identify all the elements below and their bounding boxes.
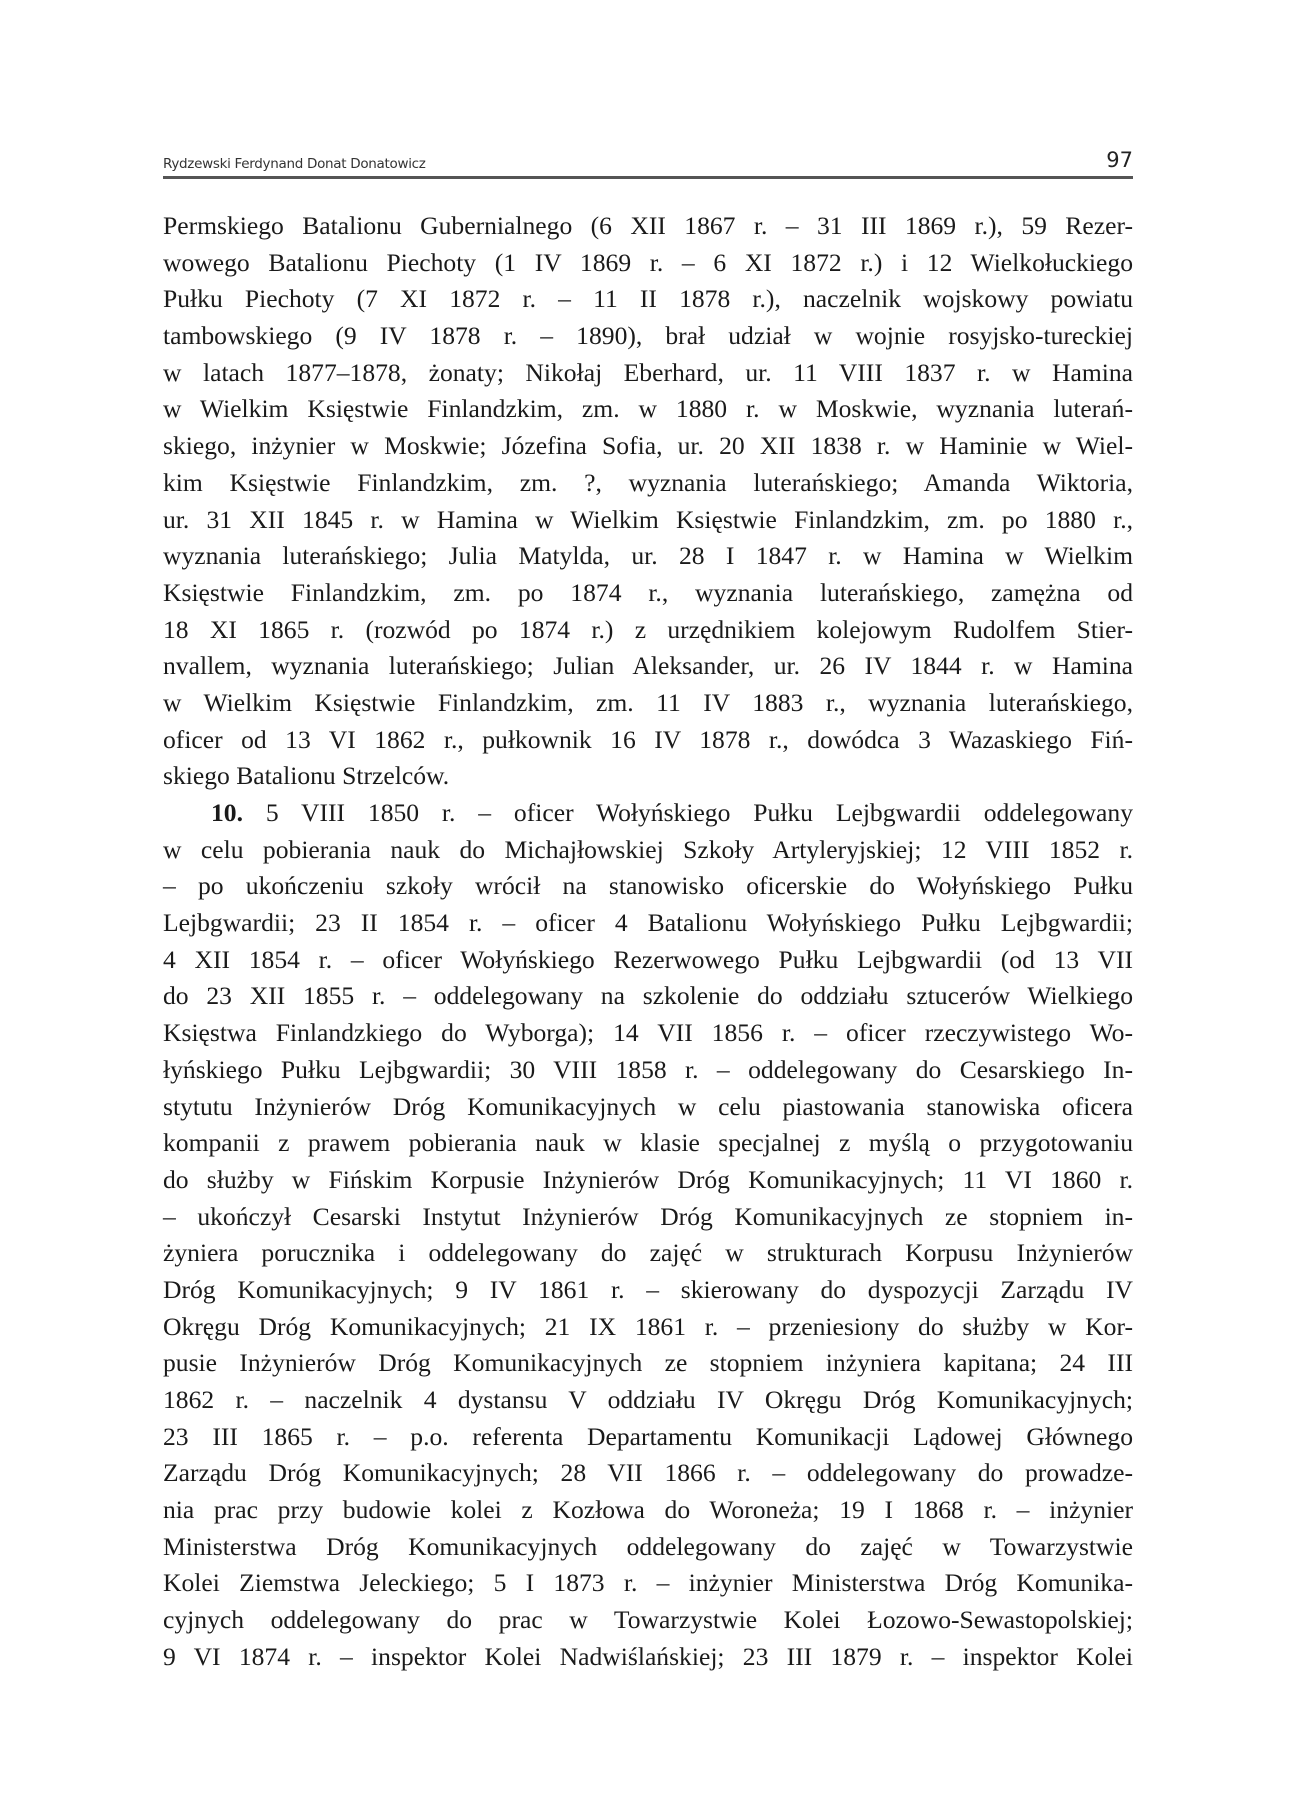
text-line: nvallem, wyznania luterańskiego; Julian Aleksander, ur. 26 IV 1844 r. w Hamina: [163, 651, 1133, 681]
page-number: 97: [1106, 148, 1133, 172]
text-line: skiego, inżynier w Moskwie; Józefina Sofia, ur. 20 XII 1838 r. w Haminie w Wiel-: [163, 431, 1133, 461]
paragraph-continuation: [163, 208, 1133, 795]
text-line: Dróg Komunikacyjnych; 9 IV 1861 r. – skierowany do dyspozycji Zarządu IV: [163, 1274, 1133, 1304]
text-line: Zarządu Dróg Komunikacyjnych; 28 VII 1866 r. – oddelegowany do prowadze-: [163, 1458, 1133, 1488]
text-line: w Wielkim Księstwie Finlandzkim, zm. w 1880 r. w Moskwie, wyznania luterań-: [163, 394, 1133, 424]
text-line: w latach 1877–1878, żonaty; Nikołaj Eberhard, ur. 11 VIII 1837 r. w Hamina: [163, 357, 1133, 387]
text-line: Okręgu Dróg Komunikacyjnych; 21 IX 1861 r. – przeniesiony do służby w Kor-: [163, 1311, 1133, 1341]
text-line: kompanii z prawem pobierania nauk w klasie specjalnej z myślą o przygotowaniu: [163, 1128, 1133, 1158]
text-line: Lejbgwardii; 23 II 1854 r. – oficer 4 Batalionu Wołyńskiego Pułku Lejbgwardii;: [163, 908, 1133, 938]
text-line: 23 III 1865 r. – p.o. referenta Departamentu Komunikacji Lądowej Głównego: [163, 1421, 1133, 1451]
text-line: 1862 r. – naczelnik 4 dystansu V oddziału IV Okręgu Dróg Komunikacyjnych;: [163, 1385, 1133, 1414]
text-line: Permskiego Batalionu Gubernialnego (6 XII 1867 r. – 31 III 1869 r.), 59 Rezer-: [163, 211, 1133, 240]
text-line: ur. 31 XII 1845 r. w Hamina w Wielkim Księstwie Finlandzkim, zm. po 1880 r.,: [163, 504, 1133, 534]
text-line: kim Księstwie Finlandzkim, zm. ?, wyznania luterańskiego; Amanda Wiktoria,: [163, 467, 1133, 497]
text-line: cyjnych oddelegowany do prac w Towarzystwie Kolei Łozowo-Sewastopolskiej;: [163, 1605, 1133, 1635]
text-line: – ukończył Cesarski Instytut Inżynierów Dróg Komunikacyjnych ze stopniem in-: [163, 1201, 1133, 1231]
text-line: – po ukończeniu szkoły wrócił na stanowisko oficerskie do Wołyńskiego Pułku: [163, 871, 1133, 901]
text-line: 18 XI 1865 r. (rozwód po 1874 r.) z urzędnikiem kolejowym Rudolfem Stier-: [163, 614, 1133, 644]
text-line: skiego Batalionu Strzelców.: [163, 761, 450, 791]
text-line: 9 VI 1874 r. – inspektor Kolei Nadwiślańskiej; 23 III 1879 r. – inspektor Kolei: [163, 1641, 1133, 1671]
text-line: Pułku Piechoty (7 XI 1872 r. – 11 II 1878 r.), naczelnik wojskowy powiatu: [163, 284, 1133, 314]
text-line: stytutu Inżynierów Dróg Komunikacyjnych w celu piastowania stanowiska oficera: [163, 1091, 1133, 1121]
text-line: wowego Batalionu Piechoty (1 IV 1869 r. – 6 XI 1872 r.) i 12 Wielkołuckiego: [163, 247, 1133, 277]
text-line: 4 XII 1854 r. – oficer Wołyńskiego Rezerwowego Pułku Lejbgwardii (od 13 VII: [163, 944, 1133, 974]
text-line: pusie Inżynierów Dróg Komunikacyjnych ze stopniem inżyniera kapitana; 24 III: [163, 1348, 1133, 1378]
entry-first-line: 5 VIII 1850 r. – oficer Wołyńskiego Pułku Lejbgwardii oddelegowany: [243, 798, 1133, 827]
paragraph-entry-10: [163, 795, 1133, 1676]
text-line: łyńskiego Pułku Lejbgwardii; 30 VIII 1858 r. – oddelegowany do Cesarskiego In-: [163, 1054, 1133, 1084]
text-line: Ministerstwa Dróg Komunikacyjnych oddelegowany do zajęć w Towarzystwie: [163, 1531, 1133, 1561]
text-line: Księstwa Finlandzkiego do Wyborga); 14 VII 1856 r. – oficer rzeczywistego Wo-: [163, 1018, 1133, 1048]
text-line: tambowskiego (9 IV 1878 r. – 1890), brał udział w wojnie rosyjsko-tureckiej: [163, 321, 1133, 351]
text-line: [163, 795, 1133, 832]
text-line: do służby w Fińskim Korpusie Inżynierów Dróg Komunikacyjnych; 11 VI 1860 r.: [163, 1164, 1133, 1194]
text-line: wyznania luterańskiego; Julia Matylda, ur. 28 I 1847 r. w Hamina w Wielkim: [163, 541, 1133, 571]
text-line: nia prac przy budowie kolei z Kozłowa do Woroneża; 19 I 1868 r. – inżynier: [163, 1495, 1133, 1525]
text-line: do 23 XII 1855 r. – oddelegowany na szkolenie do oddziału sztucerów Wielkiego: [163, 981, 1133, 1011]
running-header: [163, 142, 1133, 179]
text-line: Księstwie Finlandzkim, zm. po 1874 r., wyznania luterańskiego, zamężna od: [163, 577, 1133, 607]
text-line: żyniera porucznika i oddelegowany do zajęć w strukturach Korpusu Inżynierów: [163, 1238, 1133, 1268]
text-line: Kolei Ziemstwa Jeleckiego; 5 I 1873 r. – inżynier Ministerstwa Dróg Komunika-: [163, 1568, 1133, 1598]
text-line: w Wielkim Księstwie Finlandzkim, zm. 11 IV 1883 r., wyznania luterańskiego,: [163, 687, 1133, 717]
entry-number: 10.: [211, 798, 243, 827]
body-text: [163, 208, 1133, 1676]
text-line: w celu pobierania nauk do Michajłowskiej Szkoły Artyleryjskiej; 12 VIII 1852 r.: [163, 834, 1133, 864]
running-title: Rydzewski Ferdynand Donat Donatowicz: [163, 156, 426, 172]
text-line: oficer od 13 VI 1862 r., pułkownik 16 IV 1878 r., dowódca 3 Wazaskiego Fiń-: [163, 724, 1133, 754]
